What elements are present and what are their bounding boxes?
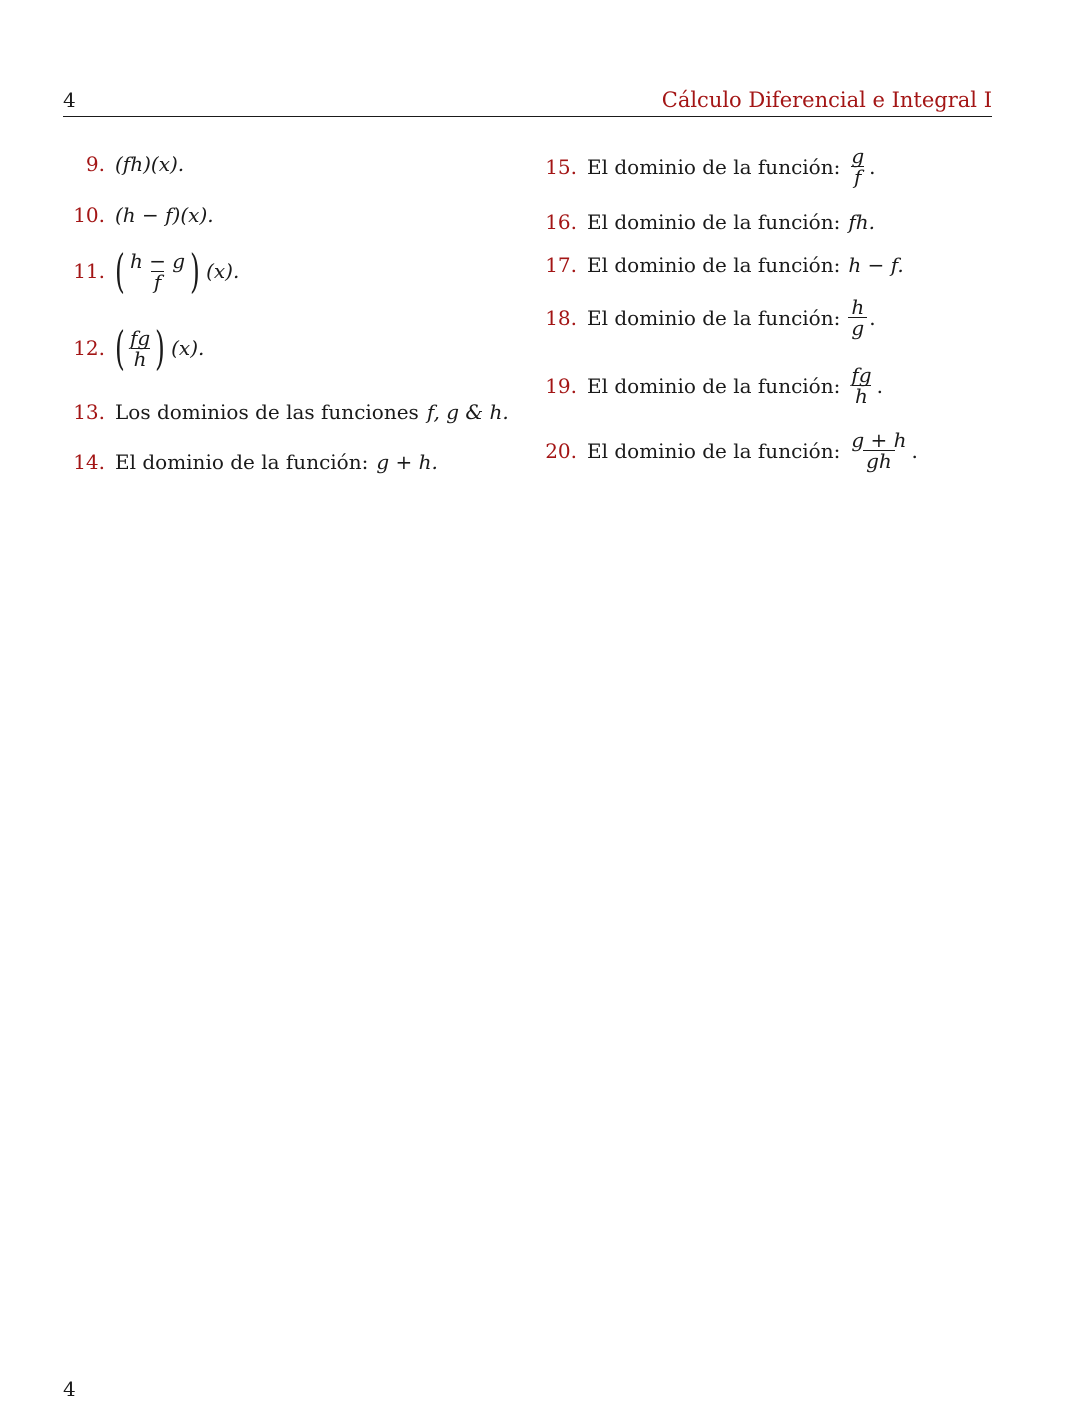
exercise-number: 15.	[545, 154, 577, 179]
exercise-11	[63, 244, 240, 298]
exercise-number: 20.	[545, 438, 577, 463]
exercise-tail: (x).	[171, 336, 205, 360]
fraction	[848, 146, 867, 187]
fraction-numerator: g	[851, 144, 865, 168]
exercise-number: 9.	[85, 152, 105, 176]
footer-page-number: 4	[63, 1377, 76, 1401]
exercise-9	[63, 152, 184, 176]
right-paren: )	[155, 321, 166, 375]
fraction	[127, 325, 153, 371]
exercise-text: El dominio de la función:	[587, 373, 841, 398]
page-header	[63, 88, 992, 117]
exercise-10	[63, 203, 214, 227]
period: .	[869, 154, 876, 179]
exercise-20	[537, 430, 918, 471]
fraction-denominator: g	[848, 317, 867, 338]
fraction	[127, 248, 188, 294]
fraction-denominator: f	[851, 166, 864, 187]
exercise-text: El dominio de la función:	[587, 305, 841, 330]
exercise-text: Los dominios de las funciones	[115, 400, 419, 424]
exercise-text: El dominio de la función:	[115, 450, 369, 474]
exercise-expression: fh.	[848, 210, 875, 234]
exercise-number: 11.	[73, 259, 105, 283]
exercise-number: 18.	[545, 305, 577, 330]
left-paren: (	[115, 321, 125, 375]
exercise-number: 16.	[545, 210, 577, 234]
fraction-numerator: fg	[851, 363, 872, 387]
exercise-text: El dominio de la función:	[587, 253, 841, 277]
fraction	[848, 297, 867, 338]
exercise-expression: h − f.	[848, 253, 904, 277]
exercise-16	[537, 210, 875, 234]
exercise-18	[537, 297, 876, 338]
exercise-14	[63, 450, 438, 474]
header-page-number: 4	[63, 88, 76, 112]
exercise-expression: (h − f)(x).	[115, 203, 214, 227]
fraction-numerator: fg	[129, 325, 151, 350]
header-title: Cálculo Diferencial e Integral I	[661, 88, 992, 112]
left-paren: (	[115, 244, 125, 298]
exercise-number: 17.	[545, 253, 577, 277]
exercise-text: El dominio de la función:	[587, 154, 841, 179]
exercise-expression: (fh)(x).	[115, 152, 185, 176]
exercise-15	[537, 146, 876, 187]
fraction-denominator: f	[151, 271, 164, 292]
fraction	[848, 365, 874, 406]
exercise-19	[537, 365, 883, 406]
fraction-numerator: h − g	[129, 248, 186, 273]
exercise-17	[537, 253, 904, 277]
fraction-numerator: g + h	[851, 428, 907, 452]
exercise-13	[63, 400, 509, 424]
exercise-number: 12.	[73, 336, 105, 360]
exercise-number: 19.	[545, 373, 577, 398]
exercise-tail: (x).	[206, 259, 240, 283]
exercise-number: 14.	[73, 450, 105, 474]
fraction-numerator: h	[851, 295, 865, 319]
exercise-expression: g + h.	[376, 450, 438, 474]
fraction-denominator: h	[852, 385, 871, 406]
fraction-denominator: h	[131, 348, 150, 369]
fraction	[848, 430, 909, 471]
exercise-vars: f, g & h.	[426, 400, 509, 424]
fraction-denominator: gh	[863, 450, 895, 471]
exercise-number: 10.	[73, 203, 105, 227]
exercise-number: 13.	[73, 400, 105, 424]
period: .	[869, 305, 876, 330]
period: .	[911, 438, 918, 463]
period: .	[876, 373, 883, 398]
exercise-text: El dominio de la función:	[587, 210, 841, 234]
exercise-text: El dominio de la función:	[587, 438, 841, 463]
exercise-12	[63, 321, 205, 375]
right-paren: )	[190, 244, 201, 298]
